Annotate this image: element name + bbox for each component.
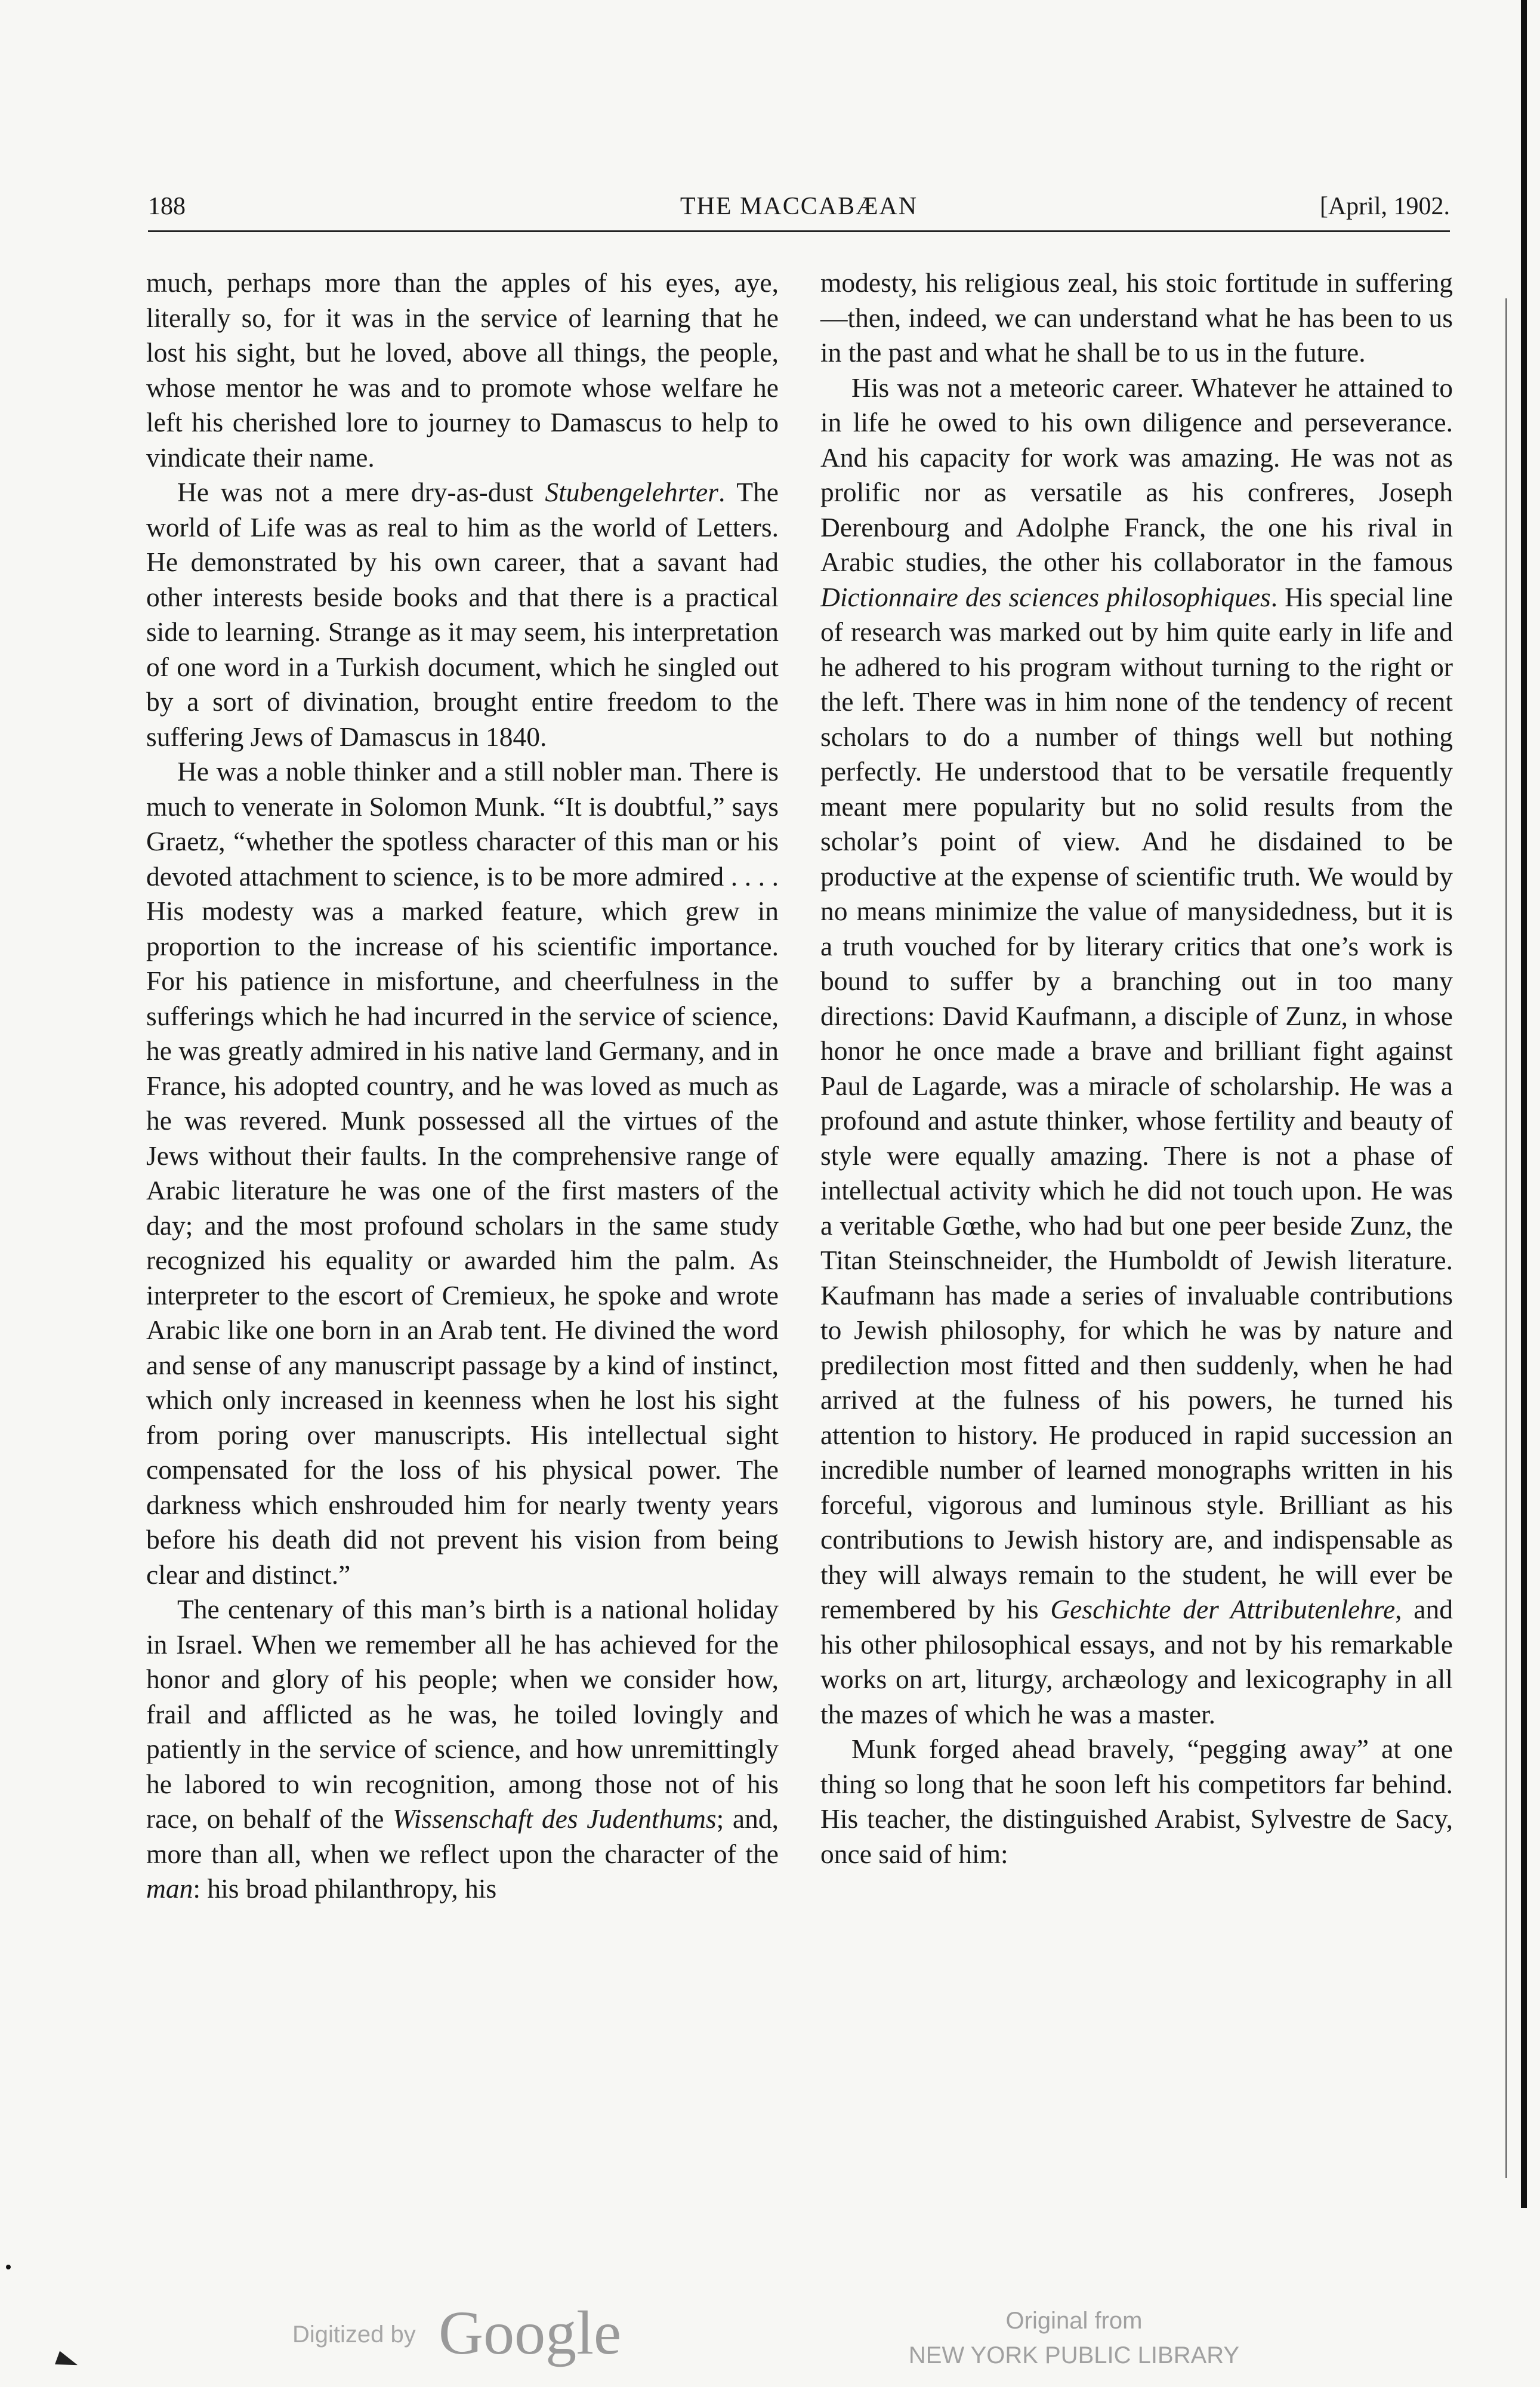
- paragraph: much, perhaps more than the apples of his eyes, aye, literally so, for it was in the service of learning that he lost his sight, but he loved, above all things, the people, whose mentor he was and to promote whose welfare he left his cherished lore to journey to Damascus to help to vindicate their name.: [146, 267, 779, 473]
- issue-date: [April, 1902.: [1319, 193, 1450, 220]
- paragraph: He was a noble thinker and a still nobler man. There is much to venerate in Solomon Munk. “It is doubtful,” says Graetz, “whether the spotless character of this man or his devoted attachment to science, is to be more admired . . . . His modesty was a marked feature, which grew in proportion to the increase of his scientific importance. For his patience in misfortune, and cheerfulness in the sufferings which he had incurred in the service of science, he was greatly admired in his native land Germany, and in France, his adopted country, and he was loved as much as he was revered. Munk possessed all the virtues of the Jews without their faults. In the comprehensive range of Arabic literature he was one of the first masters of the day; and the most profound scholars in the same study recognized his equality or awarded him the palm. As interpreter to the escort of Cremieux, he spoke and wrote Arabic like one born in an Arab tent. He divined the word and sense of any manuscript passage by a kind of instinct, which only increased in keenness when he lost his sight from poring over manuscripts. His intellectual sight compensated for the loss of his physical power. The darkness which enshrouded him for nearly twenty years before his death did not prevent his vision from being clear and distinct.”: [146, 756, 779, 1590]
- original-from-label: Original from: [1005, 2308, 1143, 2334]
- scan-speck: [6, 2265, 11, 2269]
- paragraph: The centenary of this man’s birth is a national holiday in Israel. When we remember all he has achieved for the honor and glory of his people; when we consider how, frail and afflicted as he was, he toiled lovingly and patiently in the service of science, and how unremittingly he labored to win recognition, among those not of his race, on behalf of the Wissenschaft des Judenthums; and, more than all, when we reflect upon the character of the man: his broad philanthropy, his: [146, 1594, 779, 1904]
- left-column: [146, 266, 779, 1907]
- paragraph: modesty, his religious zeal, his stoic fortitude in suffering—then, indeed, we can understand what he has been to us in the past and what he shall be to us in the future.: [820, 267, 1453, 368]
- scan-edge: [1521, 0, 1527, 2208]
- header-rule: [148, 230, 1450, 232]
- journal-title: THE MACCABÆAN: [680, 193, 918, 220]
- paragraph: He was not a mere dry-as-dust Stubengelehrter. The world of Life was as real to him as the world of Letters. He demonstrated by his own career, that a savant had other interests beside books and that there is a practical side to learning. Strange as it may seem, his interpretation of one word in a Turkish document, which he singled out by a sort of divination, brought entire freedom to the suffering Jews of Damascus in 1840.: [146, 477, 779, 752]
- scan-edge-inner: [1505, 298, 1507, 2178]
- paragraph: Munk forged ahead bravely, “pegging away” at one thing so long that he soon left his competitors far behind. His teacher, the distinguished Arabist, Sylvestre de Sacy, once said of him:: [820, 1734, 1453, 1869]
- google-logo: Google: [439, 2299, 622, 2367]
- library-name: NEW YORK PUBLIC LIBRARY: [908, 2342, 1240, 2369]
- provenance: [895, 2303, 1253, 2373]
- footer: [0, 2286, 1540, 2375]
- right-column: [820, 266, 1453, 1871]
- digitized-by-label: Digitized by: [292, 2321, 416, 2348]
- running-header: [148, 192, 1450, 240]
- page-number: 188: [148, 193, 186, 220]
- paragraph: His was not a meteoric career. Whatever he attained to in life he owed to his own diligence and perseverance. And his capacity for work was amazing. He was not as prolific nor as versatile as his confreres, Joseph Derenbourg and Adolphe Franck, the one his rival in Arabic studies, the other his collaborator in the famous Dictionnaire des sciences philosophiques. His special line of research was marked out by him quite early in life and he adhered to his program without turning to the right or the left. There was in him none of the tendency of recent scholars to do a number of things well but nothing perfectly. He understood that to be versatile frequently meant mere popularity but no solid results from the scholar’s point of view. And he disdained to be productive at the expense of scientific truth. We would by no means minimize the value of manysidedness, but it is a truth vouched for by literary critics that one’s work is bound to suffer by a branching out in too many directions: David Kaufmann, a disciple of Zunz, in whose honor he once made a brave and brilliant fight against Paul de Lagarde, was a miracle of scholarship. He was a profound and astute thinker, whose fertility and beauty of style were equally amazing. There is not a phase of intellectual activity which he did not touch upon. He was a veritable Gœthe, who had but one peer beside Zunz, the Titan Steinschneider, the Humboldt of Jewish literature. Kaufmann has made a series of invaluable contributions to Jewish philosophy, for which he was by nature and predilection most fitted and then suddenly, when he had arrived at the fulness of his powers, he turned his attention to history. He produced in rapid succession an incredible number of learned monographs written in his forceful, vigorous and luminous style. Brilliant as his contributions to Jewish history are, and indispensable as they will always remain to the student, he will ever be remembered by his Geschichte der Attributenlehre, and his other philosophical essays, and not by his remarkable works on art, liturgy, archæology and lexicography in all the mazes of which he was a master.: [820, 372, 1453, 1729]
